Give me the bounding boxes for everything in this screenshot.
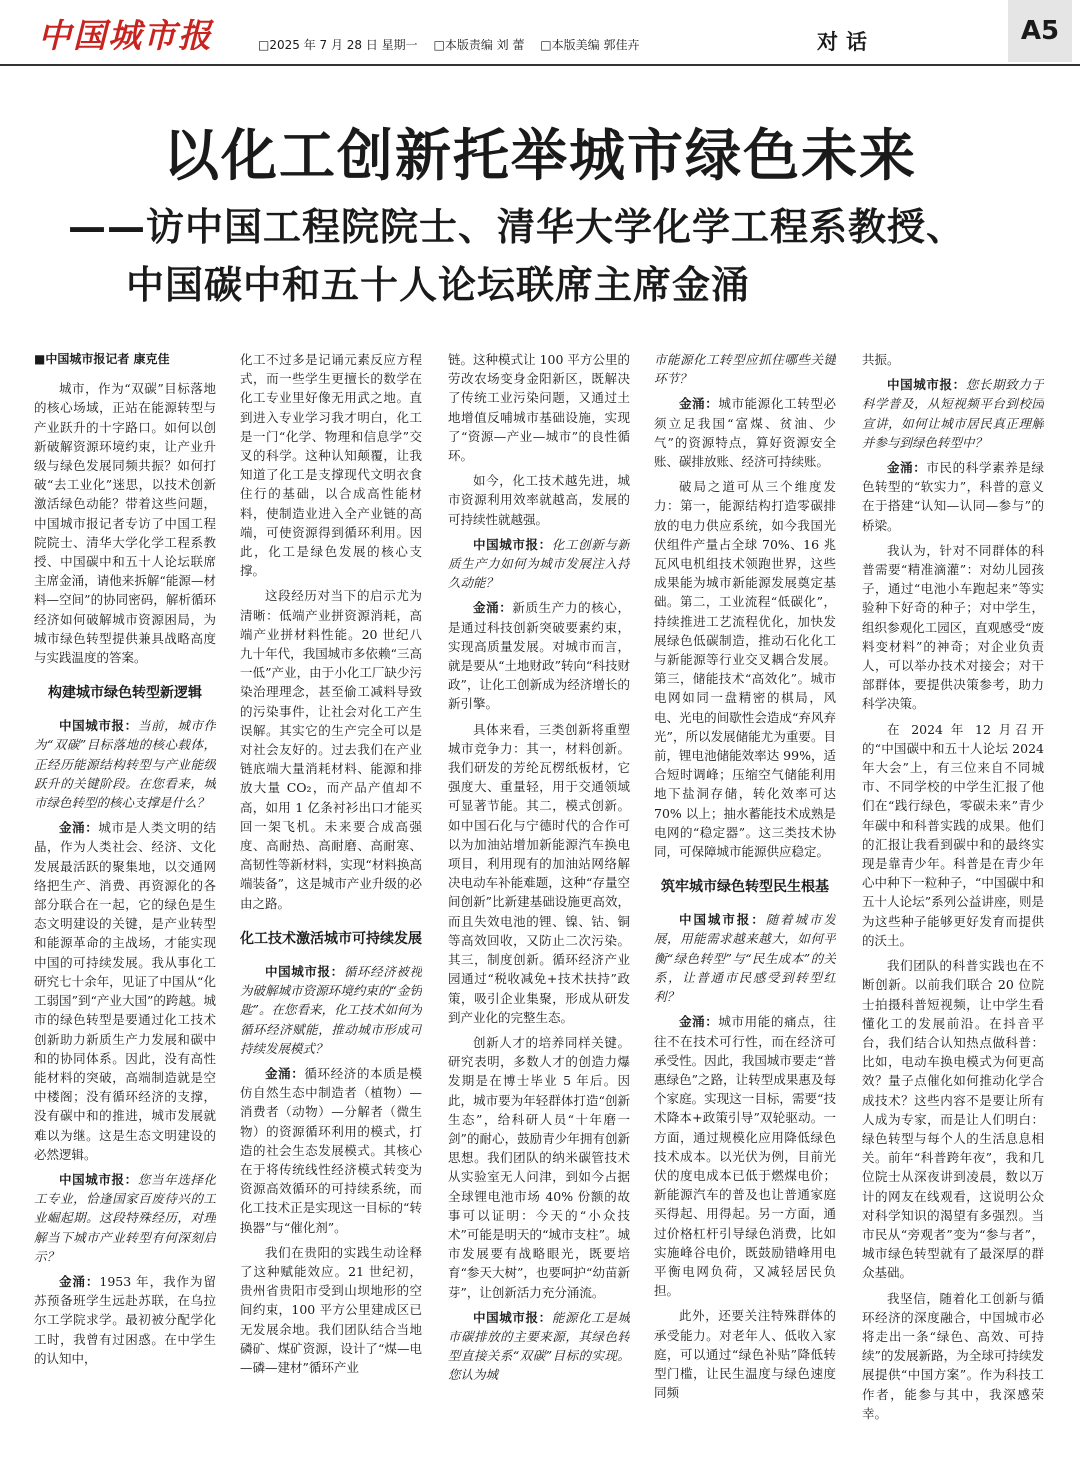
paragraph-text: 城市用能的痛点，往往不在技术可行性，而在经济可承受性。因此，我国城市要走“普惠绿色”之路，让转型成果惠及每个家庭。实现这一目标，需要“技术降本+政策引导”双轮驱动。一方面，通过规模化应用降低绿色技术成本。以光伏为例，目前光伏的度电成本已低于燃煤电价；新能源汽车的普及也让普通家庭买得起、用得起。另一方面，通过价格杠杆引导绿色消费，比如实施峰谷电价，既鼓励错峰用电平衡电网负荷，又减轻居民负担。 [654, 1014, 836, 1299]
paragraph-text: 城市，作为“双碳”目标落地的核心场域，正站在能源转型与产业跃升的十字路口。如何以创新破解资源环境约束，让产业升级与绿色发展同频共振？如何打破“去工业化”迷思，以技术创新激活绿色动能？带着这些问题，中国城市报记者专访了中国工程院院士、清华大学化学工程系教授、中国碳中和五十人论坛联席主席金涌，请他来拆解“能源—材料—空间”的协同密码，解析循环经济如何破解城市资源困局，为城市绿色转型提供兼具战略高度与实践温度的答案。 [34, 381, 216, 666]
speaker-label: 金涌： [679, 396, 719, 412]
paragraph-text: 如今，化工技术越先进，城市资源利用效率就越高，发展的可持续性就越强。 [448, 473, 630, 527]
issue-date: □2025 年 7 月 28 日 星期一 [258, 38, 418, 52]
section-subhead: 化工技术激活城市可持续发展 [240, 930, 422, 947]
body-paragraph [448, 471, 630, 529]
paragraph-text: 在 2024 年 12 月召开的“中国碳中和五十人论坛 2024 年大会”上，有三位来自不同城市、不同学校的中学生汇报了他们在“践行绿色，零碳未来”青少年碳中和科普实践的成果。他们的汇报让我看到碳中和的最终实现是靠青少年。科普是在青少年心中种下一粒种子，“中国碳中和五十人论坛”系列公益讲座，则是为这些种子能够更好发育而提供的沃土。 [862, 721, 1044, 948]
body-paragraph [862, 1289, 1044, 1423]
paragraph-text: 此外，还要关注特殊群体的承受能力。对老年人、低收入家庭，可以通过“绿色补贴”降低转型门槛，让民生温度与绿色速度同频 [654, 1308, 836, 1401]
paragraph-text: 我坚信，随着化工创新与循环经济的深度融合，中国城市必将走出一条“绿色、高效、可持续”的发展新路，为全球可持续发展提供“中国方案”。作为科技工作者，能参与其中，我深感荣幸。 [862, 1290, 1044, 1421]
speaker-label: 中国城市报： [265, 963, 344, 979]
body-paragraph [862, 541, 1044, 714]
interview-answer [654, 1012, 836, 1300]
paragraph-text: 共振。 [862, 352, 900, 367]
body-paragraph [448, 350, 630, 465]
body-paragraph [862, 350, 1044, 369]
interview-answer [862, 458, 1044, 535]
section-subhead: 筑牢城市绿色转型民生根基 [661, 879, 829, 896]
speaker-label: 金涌： [59, 820, 99, 836]
article-column-3 [448, 350, 630, 1460]
interview-answer [34, 1272, 216, 1368]
interview-question [654, 910, 836, 1006]
subheadline-line-2: 中国碳中和五十人论坛联席主席金涌 [126, 263, 751, 307]
interview-question [862, 375, 1044, 452]
interview-answer [34, 818, 216, 1164]
body-paragraph [862, 956, 1044, 1282]
paragraph-text: 循环经济的本质是模仿自然生态中制造者（植物）—消费者（动物）—分解者（微生物）的资源循环利用的模式，打造的社会生态发展模式。其核心在于将传统线性经济模式转变为资源高效循环的可持续系统，而化工技术正是实现这一目标的“转换器”与“催化剂”。 [240, 1065, 422, 1235]
body-paragraph [34, 379, 216, 667]
speaker-label: 金涌： [265, 1065, 305, 1081]
paragraph-text: 破局之道可从三个维度发力：第一，能源结构打造零碳排放的电力供应系统，如今我国光伏组件产量占全球 70%、16 兆瓦风电机组技术领跑世界，这些成果能为城市新能源发展奠定基础。第二，工业流程“低碳化”，持续推进工艺流程优化，加快发展绿色低碳制造，推动石化化工与新能源等行业交叉耦合发展。第三，储能技术“高效化”。城市电网如同一盘精密的棋局，风电、光电的间歇性会造成“弃风弃光”，所以发展储能尤为重要。目前，锂电池储能效率达 99%，适合短时调峰；压缩空气储能利用地下盐洞存储，转化效率可达 70% 以上；抽水蓄能技术成熟是电网的“稳定器”。这三类技术协同，可保障城市能源供应稳定。 [654, 479, 836, 860]
paragraph-text: 随着城市发展，用能需求越来越大，如何平衡“绿色转型”与“民生成本”的关系，让普通市民感受到转型红利？ [654, 912, 836, 1005]
paragraph-text: 我认为，针对不同群体的科普需要“精准滴灌”：对幼儿园孩子，通过“电池小车跑起来”等实验种下好奇的种子；对中学生，组织参观化工园区，直观感受“废料变材料”的神奇；对企业负责人，可以举办技术对接会；对干部群体，要提供决策参考，助力科学决策。 [862, 542, 1044, 712]
body-paragraph [240, 586, 422, 912]
byline: ■中国城市报记者 康克佳 [34, 352, 170, 366]
speaker-label: 中国城市报： [473, 536, 552, 552]
masthead [0, 0, 1080, 66]
headline: 以化工创新托举城市绿色未来 [163, 123, 917, 189]
speaker-label: 金涌： [59, 1273, 100, 1289]
newspaper-logo: 中国城市报 [38, 16, 213, 55]
speaker-label: 中国城市报： [473, 1309, 552, 1325]
paragraph-text: 我们在贵阳的实践生动诠释了这种赋能效应。21 世纪初，贵州省贵阳市受到山坝地形的空间约束，100 平方公里建成区已无发展余地。我们团队结合当地磷矿、煤矿资源，设计了“煤—电—磷—建材”循环产业 [240, 1244, 422, 1375]
interview-question [654, 350, 836, 388]
paragraph-text: 能源化工是城市碳排放的主要来源，其绿色转型直接关系“双碳”目标的实现。您认为城 [448, 1309, 630, 1383]
page-designer: □本版美编 郭佳卉 [540, 38, 640, 52]
paragraph-text: 您长期致力于科学普及，从短视频平台到校园宣讲，如何让城市居民真正理解并参与到绿色转型中？ [862, 377, 1044, 450]
paragraph-text: 我们团队的科普实践也在不断创新。以前我们联合 20 位院士拍摄科普短视频，让中学生看懂化工的发展前沿。在抖音平台，我们结合认知热点做科普：比如，电动车换电模式为何更高效？量子点催化如何推动化学合成技术？这些内容不是要让所有人成为专家，而是让人们明白：绿色转型与每个人的生活息息相关。前年“科普跨年夜”，我和几位院士从深夜讲到凌晨，数以万计的网友在线观看，这说明公众对科学知识的渴望有多强烈。当市民从“旁观者”变为“参与者”，城市绿色转型就有了最深厚的群众基础。 [862, 958, 1044, 1281]
subheadline-line-1: ——访中国工程院院士、清华大学化学工程系教授、 [68, 205, 966, 249]
speaker-label: 中国城市报： [59, 1171, 138, 1187]
article-column-5 [862, 350, 1044, 1460]
body-paragraph [654, 477, 836, 861]
speaker-label: 中国城市报： [887, 377, 966, 393]
paragraph-text: 化工创新与新质生产力如何为城市发展注入持久动能？ [448, 536, 630, 591]
paragraph-text: 当前，城市作为“双碳”目标落地的核心载体，正经历能源结构转型与产业能级跃升的关键阶段。在您看来，城市绿色转型的核心支撑是什么？ [34, 718, 216, 811]
paragraph-text: 您当年选择化工专业，恰逢国家百废待兴的工业崛起期。这段特殊经历，对理解当下城市产业转型有何深刻启示？ [34, 1171, 216, 1264]
interview-answer [240, 1064, 422, 1237]
paragraph-text: 城市能源化工转型必须立足我国“富煤、贫油、少气”的资源特点，算好资源安全账、碳排放账、经济可持续账。 [654, 396, 836, 470]
article-column-1 [34, 350, 216, 1460]
interview-answer [448, 598, 630, 713]
paragraph-text: 市民的科学素养是绿色转型的“软实力”，科普的意义在于搭建“认知—认同—参与”的桥梁。 [862, 460, 1044, 533]
interview-question [448, 1308, 630, 1385]
interview-question [240, 962, 422, 1058]
issue-meta [258, 36, 651, 53]
speaker-label: 中国城市报： [679, 912, 766, 928]
speaker-label: 金涌： [887, 460, 927, 476]
article-column-4 [654, 350, 836, 1460]
paragraph-text: 具体来看，三类创新将重塑城市竞争力：其一，材料创新。我们研发的芳纶瓦楞纸板材，它强度大、重量轻，用于交通领域可显著节能。其二，模式创新。如中国石化与宁德时代的合作可以为加油站增加新能源汽车换电项目，利用现有的加油站网络解决电动车补能难题，这种“存量空间创新”比新建基础设施更高效，而且失效电池的锂、镍、钴、铜等高效回收，又防止二次污染。其三，制度创新。循环经济产业园通过“税收减免+技术扶持”政策，吸引企业集聚，形成从研发到产业化的完整生态。 [448, 721, 630, 1025]
interview-question [448, 535, 630, 593]
interview-question [34, 716, 216, 812]
page-editor: □本版责编 刘 蕾 [433, 38, 525, 52]
body-paragraph [862, 720, 1044, 950]
speaker-label: 金涌： [473, 600, 513, 616]
paragraph-text: 链。这种模式让 100 平方公里的劳改农场变身金阳新区，既解决了传统工业污染问题，又通过土地增值反哺城市基础设施，实现了“资源—产业—城市”的良性循环。 [448, 352, 630, 464]
page-number: A5 [1008, 0, 1072, 62]
interview-question [34, 1170, 216, 1266]
speaker-label: 金涌： [679, 1014, 719, 1030]
paragraph-text: 化工不过多是记诵元素反应方程式，而一些学生更擅长的数学在化工专业里好像无用武之地。直到进入专业学习我才明白，化工是一门“化学、物理和信息学”交叉的科学。这种认知颠覆，让我知道了化工是支撑现代文明衣食住行的基础，以合成高性能材料，使制造业进入全产业链的高端，可使资源得到循环利用。因此，化工是绿色发展的核心支撑。 [240, 352, 422, 579]
section-subhead: 构建城市绿色转型新逻辑 [48, 685, 202, 702]
paragraph-text: 城市是人类文明的结晶，作为人类社会、经济、文化发展最活跃的聚集地，以交通网络把生产、消费、再资源化的各部分联合在一起，它的绿色是生态文明建设的关键，是产业转型和能源革命的主战场，才能实现中国的可持续发展。我从事化工研究七十余年，见证了中国从“化工弱国”到“产业大国”的跨越。城市的绿色转型是要通过化工技术创新助力新质生产力发展和碳中和的协同体系。因此，没有高性能材料的突破，高端制造就是空中楼阁；没有循环经济的支撑，没有碳中和的推进，城市发展就难以为继。这是生态文明建设的必然逻辑。 [34, 820, 216, 1162]
body-paragraph [654, 1306, 836, 1402]
paragraph-text: 创新人才的培养同样关键。研究表明，多数人才的创造力爆发期是在博士毕业 5 年后。因此，城市要为年轻群体打造“创新生态”，给科研人员“十年磨一剑”的耐心，鼓励青少年拥有创新思想。我们团队的纳米碳管技术从实验室无人问津，到如今占据全球锂电池市场 40% 份额的故事可以证明：今天的“小众技术”可能是明天的“城市支柱”。城市发展要有战略眼光，既要培育“参天大树”，也要呵护“幼苗新芽”，让创新活力充分涌流。 [448, 1034, 630, 1300]
section-name: 对话 [817, 30, 875, 54]
speaker-label: 中国城市报： [59, 718, 138, 734]
paragraph-text: 1953 年，我作为留苏预备班学生远赴苏联，在乌拉尔工学院求学。最初被分配学化工时，我曾有过困惑。在中学生的认知中， [34, 1273, 216, 1366]
paragraph-text: 市能源化工转型应抓住哪些关键环节？ [654, 352, 836, 387]
body-paragraph [448, 720, 630, 1027]
paragraph-text: 这段经历对当下的启示尤为清晰：低端产业拼资源消耗，高端产业拼材料性能。20 世纪八九十年代，我国城市多依赖“三高一低”产业，由于小化工厂缺少污染治理理念，甚至偷工减料导致的污染事件，让社会对化工产生误解。其实它的生产完全可以是对社会友好的。过去我们在产业链底端大量消耗材料、能源和排放大量 CO₂，而产品产值却不高，如用 1 亿条衬衫出口才能买回一架飞机。未来要合成高强度、高耐热、高耐磨、高耐寒、高韧性等新材料，实现“材料换高端装备”，这是城市产业升级的必由之路。 [240, 588, 422, 911]
paragraph-text: 新质生产力的核心，是通过科技创新突破要素约束，实现高质量发展。对城市而言，就是要从“土地财政”转向“科技财政”，让化工创新成为经济增长的新引擎。 [448, 600, 630, 712]
paragraph-text: 循环经济被视为破解城市资源环境约束的“金钥匙”。在您看来，化工技术如何为循环经济赋能，推动城市形成可持续发展模式？ [240, 963, 422, 1056]
article-column-2 [240, 350, 422, 1460]
body-paragraph [240, 1243, 422, 1377]
body-paragraph [240, 350, 422, 580]
body-paragraph [448, 1033, 630, 1302]
interview-answer [654, 394, 836, 471]
